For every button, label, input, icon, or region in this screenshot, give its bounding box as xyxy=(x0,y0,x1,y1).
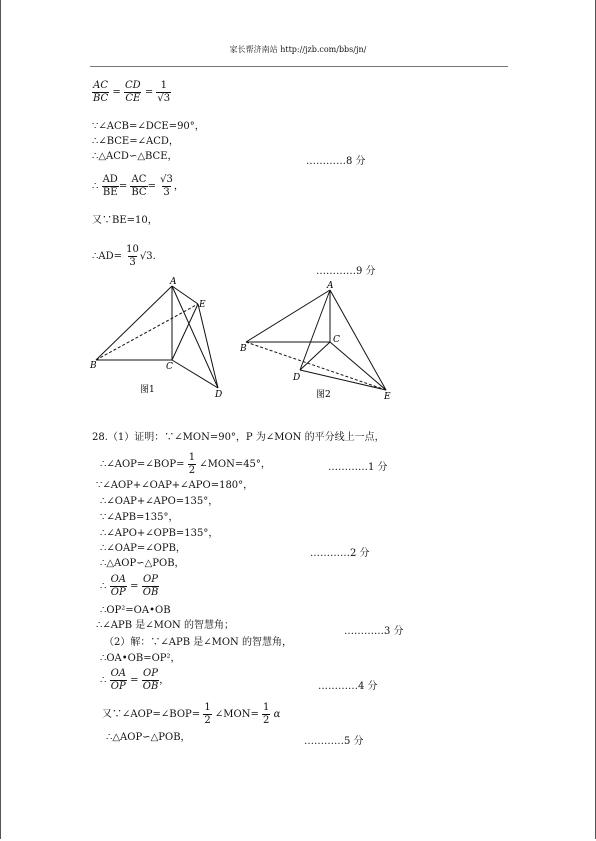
step-line: 又∵BE=10， xyxy=(92,215,158,226)
result-line: ∴AD= $\frac{10}{3}$ √3. xyxy=(92,244,156,268)
vertex-label: C xyxy=(333,335,340,345)
score-mark: …………9 分 xyxy=(316,266,376,277)
step-line: ∴△AOP∽△POB， xyxy=(106,732,191,743)
vertex-label: B xyxy=(240,344,247,354)
step-line: ∴△ACD∽△BCE， xyxy=(92,151,178,162)
ratio-equation: ∴ $\frac{OA}{OP}$ = $\frac{OP}{OB}$ xyxy=(100,574,159,598)
vertex-label: A xyxy=(327,281,334,291)
page-header: 家长帮济南站 http://jzb.com/bbs/jn/ xyxy=(229,45,367,54)
step-line: ∵∠APB=135°， xyxy=(100,512,179,523)
vertex-label: D xyxy=(215,390,223,400)
score-mark: …………5 分 xyxy=(304,736,364,747)
figure-caption: 图2 xyxy=(316,390,331,400)
score-mark: …………1 分 xyxy=(328,462,388,473)
figure-caption: 图1 xyxy=(140,385,155,395)
vertex-label: B xyxy=(90,361,97,371)
step-line: （2）解：∵∠APB 是∠MON 的智慧角， xyxy=(104,637,292,648)
score-mark: …………4 分 xyxy=(318,681,378,692)
ratio-equation: ∴ $\frac{AD}{BE}$ = $\frac{AC}{BC}$ = $\frac{√3}{3}$ ， xyxy=(92,174,184,198)
step-line: ∴△AOP∽△POB， xyxy=(100,558,185,569)
figure-2 xyxy=(246,290,386,390)
score-mark: …………2 分 xyxy=(310,548,370,559)
ratio-equation: ∴ $\frac{OA}{OP}$ = $\frac{OP}{OB}$ ， xyxy=(100,668,170,692)
vertex-label: D xyxy=(293,373,301,383)
step-line: ∴∠OAP=∠OPB， xyxy=(100,543,186,554)
step-line: ∴∠OAP+∠APO=135°， xyxy=(100,496,219,507)
vertex-label: E xyxy=(199,300,206,310)
step-line: ∴∠APO+∠OPB=135°， xyxy=(100,528,219,539)
step-line: 又∵∠AOP=∠BOP= $\frac{1}{2}$ ∠MON= $\frac{1}{2}$ α xyxy=(102,702,281,726)
vertex-label: C xyxy=(166,362,173,372)
step-line: ∴OP²=OA•OB xyxy=(100,605,171,616)
step-line: ∴∠AOP=∠BOP= $\frac{1}{2}$ ∠MON=45°， xyxy=(100,452,271,476)
step-line: ∴∠APB 是∠MON 的智慧角； xyxy=(96,620,234,631)
vertex-label: A xyxy=(170,277,177,287)
header-rule xyxy=(90,66,508,67)
step-line: ∴∠BCE=∠ACD， xyxy=(92,136,179,147)
question-heading: 28.（1）证明：∵∠MON=90°，P 为∠MON 的平分线上一点， xyxy=(92,432,385,443)
score-mark: …………8 分 xyxy=(306,156,366,167)
vertex-label: E xyxy=(384,392,391,402)
step-line: ∵∠ACB=∠DCE=90°， xyxy=(92,121,205,132)
step-line: ∴OA•OB=OP²， xyxy=(100,653,181,664)
step-line: ∵∠AOP+∠OAP+∠APO=180°， xyxy=(96,480,254,491)
geometry-figures xyxy=(88,276,408,404)
score-mark: …………3 分 xyxy=(344,626,404,637)
ratio-equation: $\frac{AC}{BC}$ = $\frac{CD}{CE}$ = $\frac{1}{√3}$ xyxy=(93,80,171,104)
